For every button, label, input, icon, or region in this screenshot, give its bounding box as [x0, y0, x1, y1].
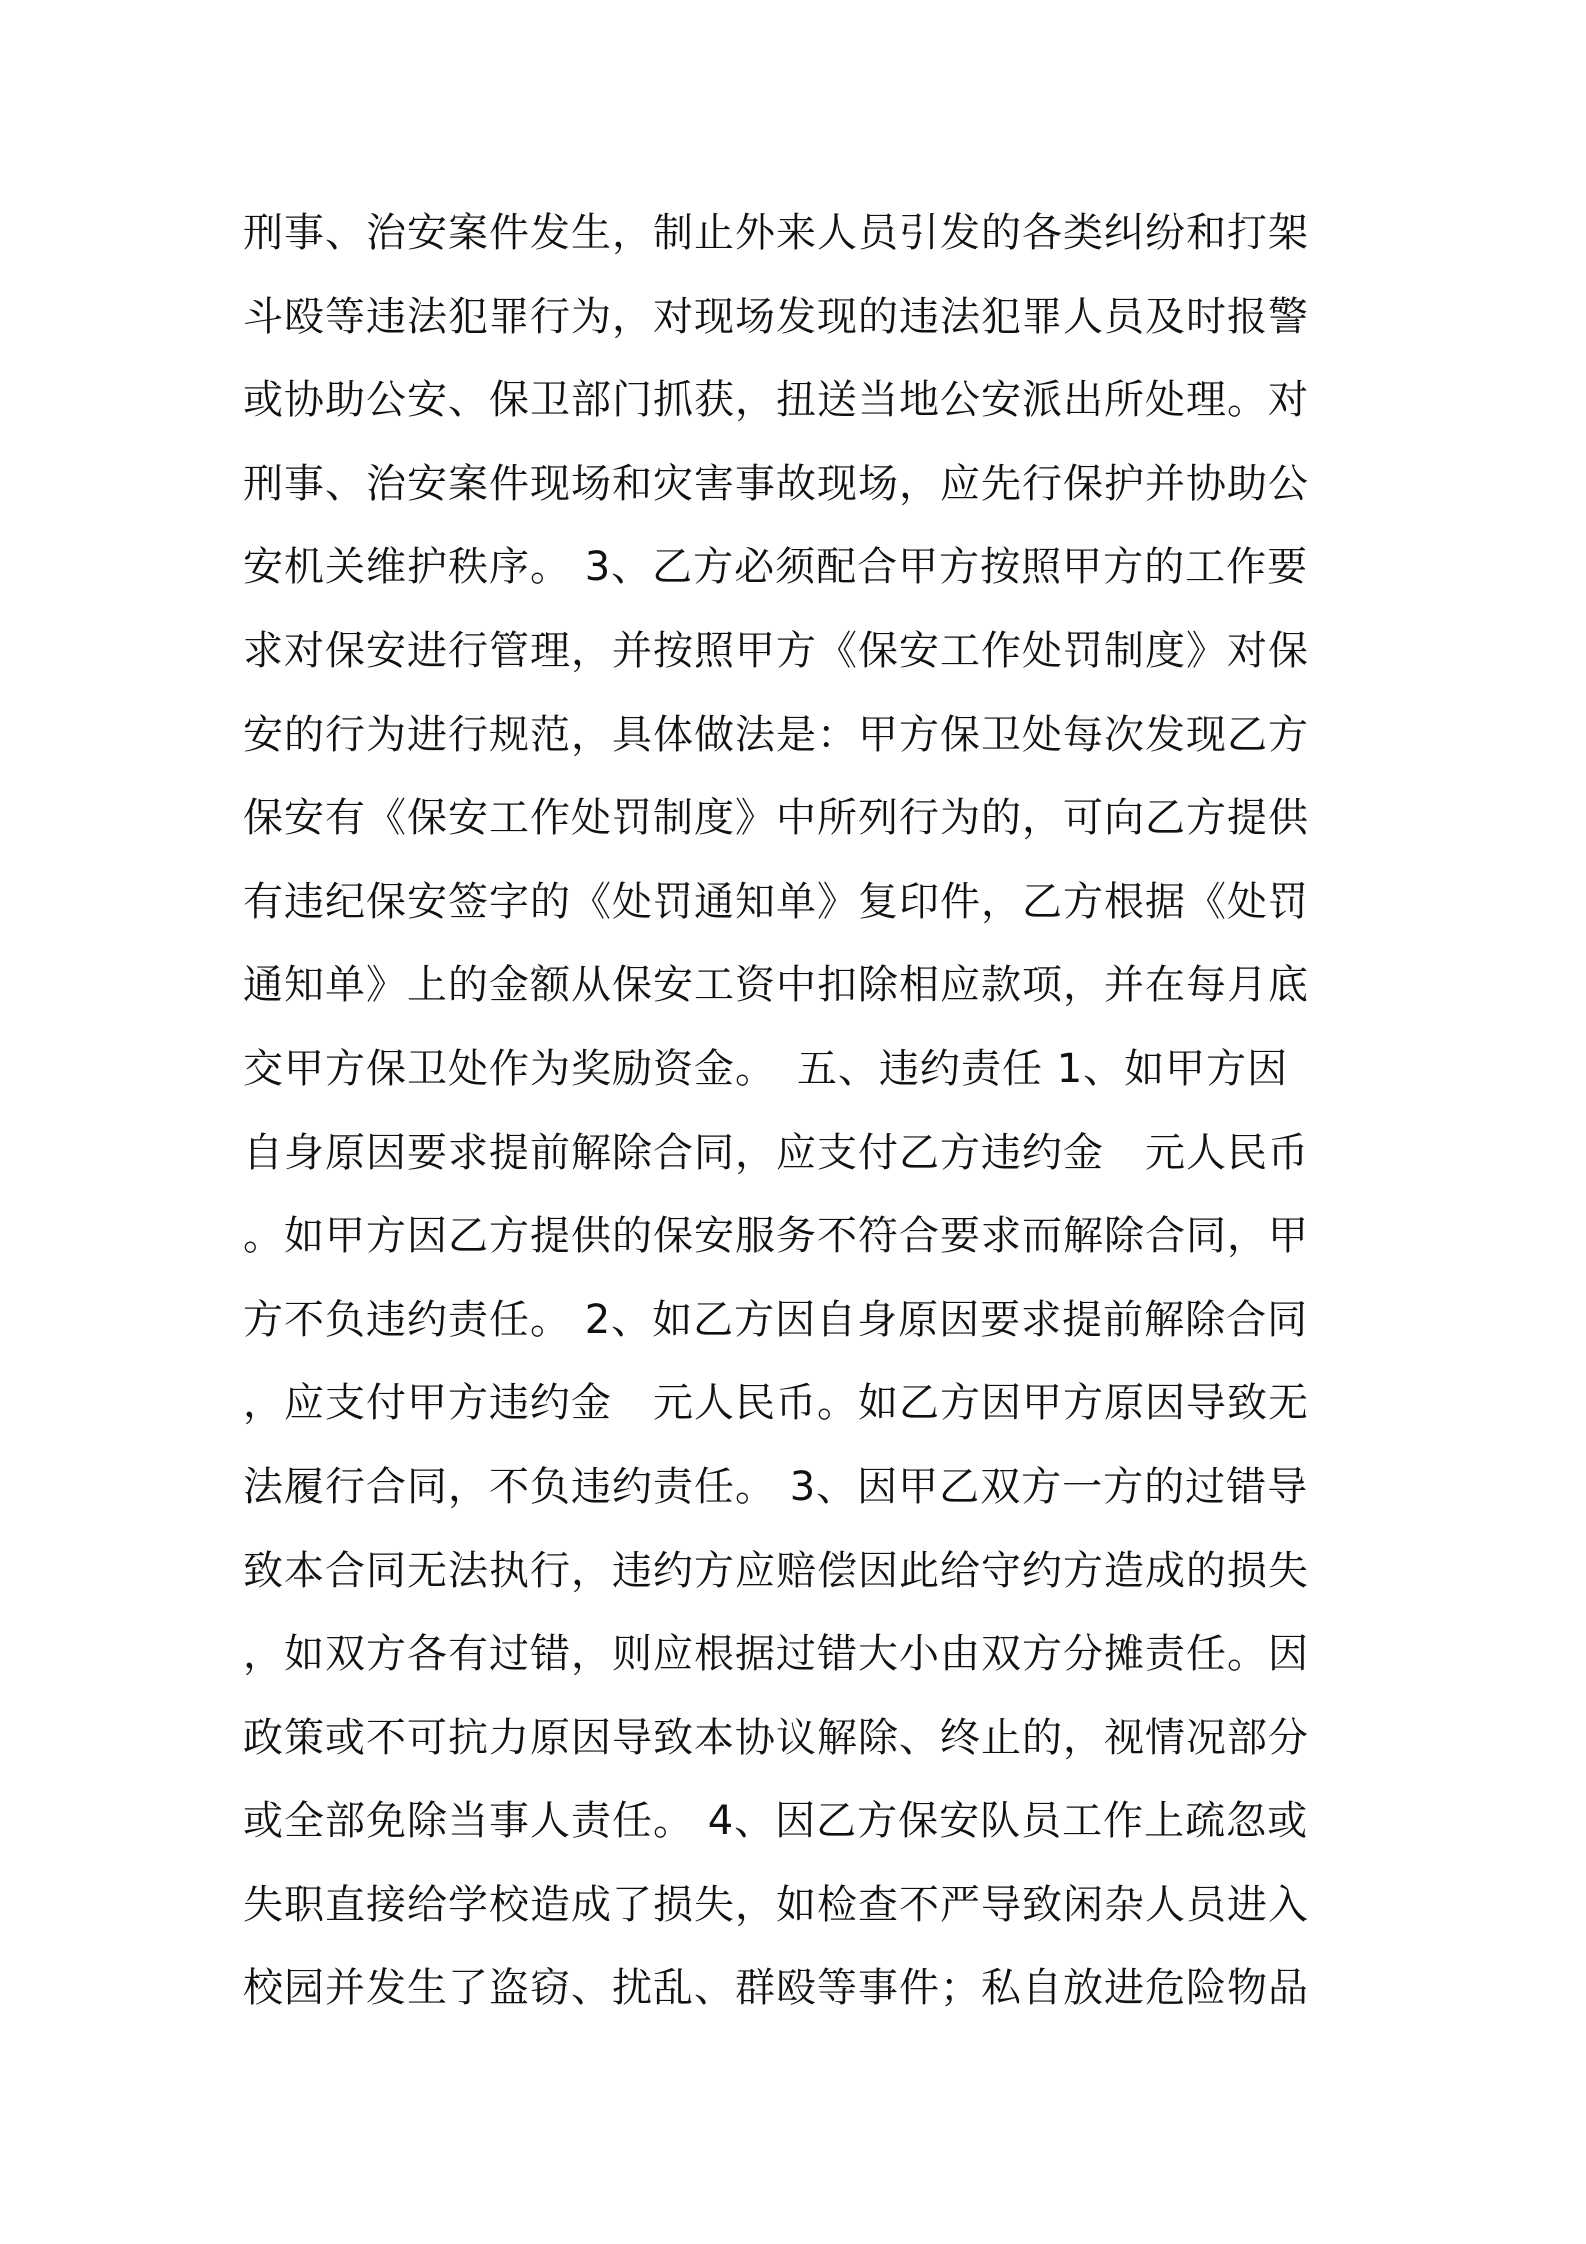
text-line: 保安有《保安工作处罚制度》中所列行为的，可向乙方提供	[243, 795, 1309, 842]
text-line: 斗殴等违法犯罪行为，对现场发现的违法犯罪人员及时报警	[243, 293, 1309, 340]
text-line: 交甲方保卫处作为奖励资金。 五、违约责任 1、如甲方因	[243, 1045, 1289, 1092]
text-line: 政策或不可抗力原因导致本协议解除、终止的，视情况部分	[243, 1714, 1309, 1761]
body-text	[243, 192, 1363, 2031]
text-line: ，如双方各有过错，则应根据过错大小由双方分摊责任。因	[243, 1631, 1309, 1678]
text-line: 通知单》上的金额从保安工资中扣除相应款项，并在每月底	[243, 962, 1309, 1009]
text-line: 有违纪保安签字的《处罚通知单》复印件，乙方根据《处罚	[243, 878, 1309, 925]
text-line: 求对保安进行管理，并按照甲方《保安工作处罚制度》对保	[243, 627, 1309, 674]
text-line: 法履行合同，不负违约责任。 3、因甲乙双方一方的过错导	[243, 1463, 1309, 1510]
text-line: 安机关维护秩序。 3、乙方必须配合甲方按照甲方的工作要	[243, 544, 1309, 591]
text-line: 校园并发生了盗窃、扰乱、群殴等事件；私自放进危险物品	[243, 1965, 1309, 2012]
text-line: 刑事、治安案件现场和灾害事故现场，应先行保护并协助公	[243, 460, 1309, 507]
text-line: 。如甲方因乙方提供的保安服务不符合要求而解除合同，甲	[243, 1213, 1309, 1260]
text-line: 安的行为进行规范，具体做法是：甲方保卫处每次发现乙方	[243, 711, 1309, 758]
text-line: 自身原因要求提前解除合同，应支付乙方违约金 元人民币	[243, 1129, 1309, 1176]
text-line: ，应支付甲方违约金 元人民币。如乙方因甲方原因导致无	[243, 1380, 1309, 1427]
text-line: 失职直接给学校造成了损失，如检查不严导致闲杂人员进入	[243, 1881, 1309, 1928]
text-line: 刑事、治安案件发生，制止外来人员引发的各类纠纷和打架	[243, 210, 1309, 256]
text-line: 或协助公安、保卫部门抓获，扭送当地公安派出所处理。对	[243, 377, 1309, 424]
text-line: 方不负违约责任。 2、如乙方因自身原因要求提前解除合同	[243, 1296, 1309, 1343]
text-line: 致本合同无法执行，违约方应赔偿因此给守约方造成的损失	[243, 1547, 1309, 1594]
text-line: 或全部免除当事人责任。 4、因乙方保安队员工作上疏忽或	[243, 1798, 1309, 1845]
